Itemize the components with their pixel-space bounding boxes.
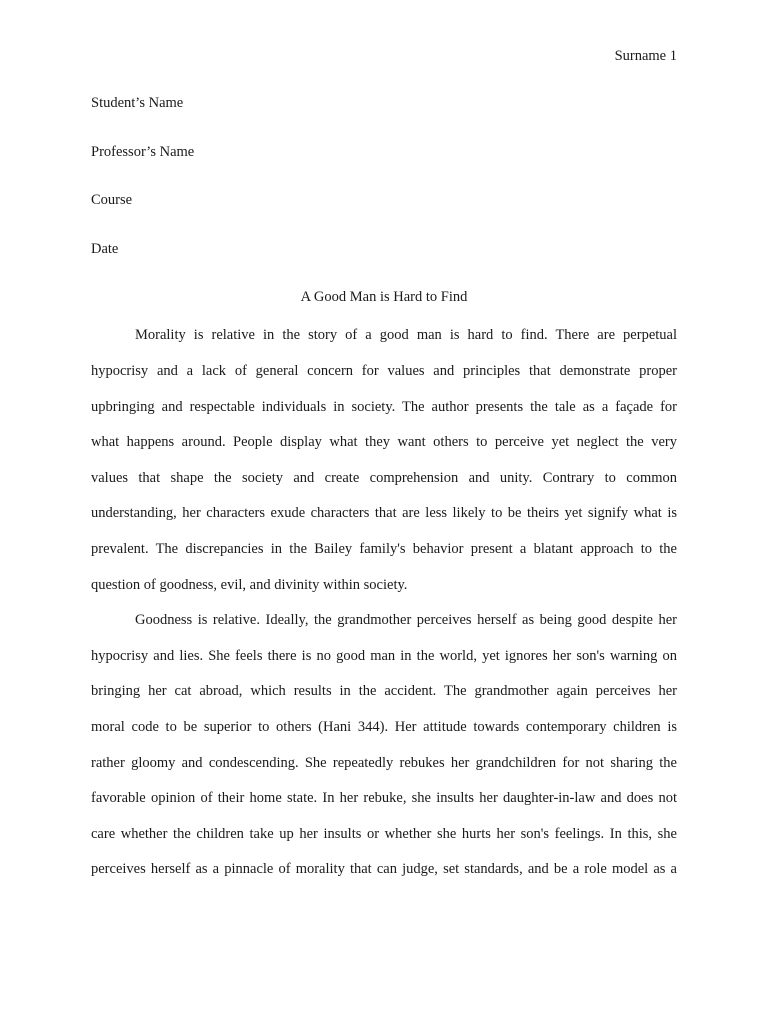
paragraph-line: moral code to be superior to others (Hani 344). Her attitude towards contemporary children is bbox=[91, 718, 677, 735]
course-name: Course bbox=[91, 192, 133, 209]
paragraph-line: Goodness is relative. Ideally, the grandmother perceives herself as being good despite her bbox=[135, 612, 677, 629]
date: Date bbox=[91, 240, 119, 257]
paragraph-line: values that shape the society and create comprehension and unity. Contrary to common bbox=[91, 469, 677, 486]
paragraph-line: rather gloomy and condescending. She repeatedly rebukes her grandchildren for not sharing the bbox=[91, 754, 677, 771]
paragraph-1 bbox=[91, 324, 677, 609]
paragraph-line: bringing her cat abroad, which results in the accident. The grandmother again perceives her bbox=[91, 683, 677, 700]
paragraph-line: hypocrisy and lies. She feels there is no good man in the world, yet ignores her son's warning on bbox=[91, 647, 677, 664]
paragraph-line: understanding, her characters exude characters that are less likely to be theirs yet signify what is bbox=[91, 505, 677, 522]
professor-name: Professor’s Name bbox=[91, 143, 195, 160]
paragraph-line: prevalent. The discrepancies in the Bailey family's behavior present a blatant approach to the bbox=[91, 540, 677, 557]
paragraph-line: question of goodness, evil, and divinity within society. bbox=[91, 576, 408, 593]
essay-title: A Good Man is Hard to Find bbox=[300, 289, 468, 306]
paragraph-2 bbox=[91, 609, 677, 894]
running-head: Surname 1 bbox=[614, 48, 677, 64]
paragraph-line: upbringing and respectable individuals in society. The author presents the tale as a façade for bbox=[91, 398, 677, 415]
paragraph-line: Morality is relative in the story of a good man is hard to find. There are perpetual bbox=[135, 327, 677, 344]
paragraph-line: what happens around. People display what they want others to perceive yet neglect the very bbox=[91, 434, 677, 451]
paragraph-line: hypocrisy and a lack of general concern for values and principles that demonstrate proper bbox=[91, 362, 677, 379]
student-name: Student’s Name bbox=[91, 95, 184, 111]
paragraph-line: perceives herself as a pinnacle of morality that can judge, set standards, and be a role model as a bbox=[91, 861, 677, 878]
document-body bbox=[91, 92, 677, 894]
paragraph-line: favorable opinion of their home state. In her rebuke, she insults her daughter-in-law and does not bbox=[91, 790, 677, 807]
paragraph-line: care whether the children take up her insults or whether she hurts her son's feelings. In this, she bbox=[91, 825, 677, 842]
